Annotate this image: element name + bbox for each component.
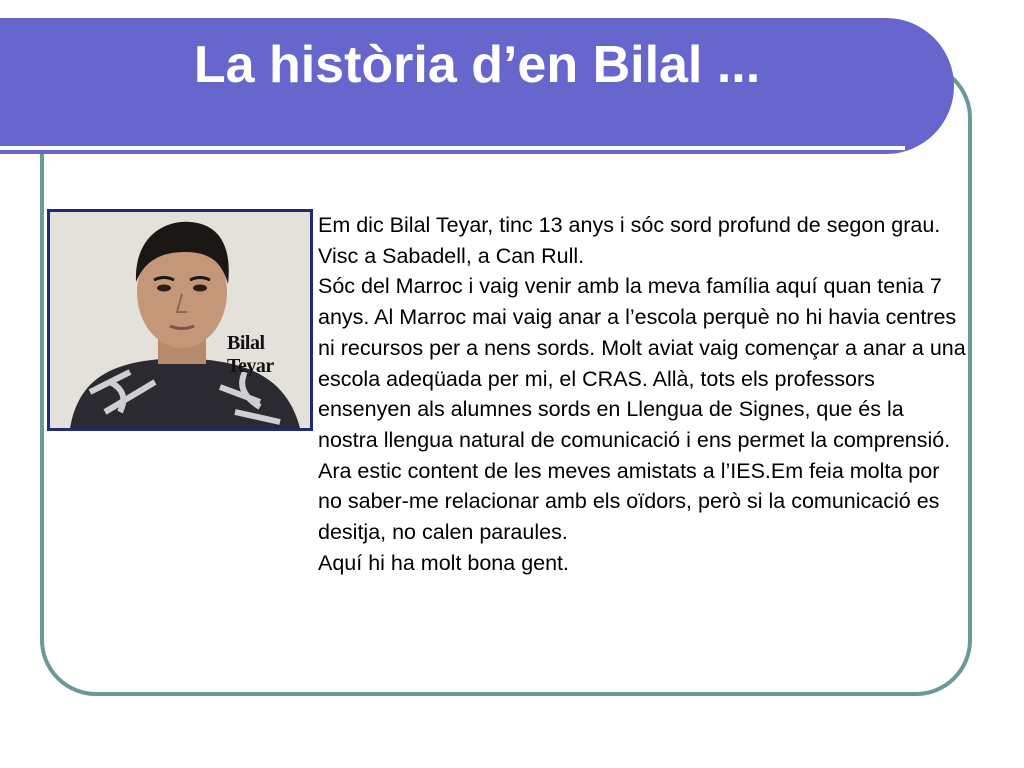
bio-paragraph: Em dic Bilal Teyar, tinc 13 anys i sóc sord profund de segon grau. Visc a Sabadell, a Can Rull. <box>318 213 941 268</box>
bio-paragraph: Ara estic content de les meves amistats a l’IES.Em feia molta por no saber-me relacionar amb els oïdors, però si la comunicació es desitja, no calen paraules. <box>318 458 940 545</box>
portrait-photo <box>47 209 313 431</box>
title-banner <box>0 18 954 154</box>
title-underline <box>0 146 905 150</box>
bio-paragraph: Sóc del Marroc i vaig venir amb la meva família aquí quan tenia 7 anys. Al Marroc mai vaig anar a l’escola perquè no hi havia centres ni recursos per a nens sords. Molt aviat vaig començar a anar a una escola adeqüada per mi, el CRAS. Allà, tots els professors ensenyen als alumnes sords en Llengua de Signes, que és la nostra llengua natural de comunicació i ens permet la comprensió. <box>318 274 966 452</box>
biography-text <box>318 210 968 578</box>
bio-paragraph: Aquí hi ha molt bona gent. <box>318 550 570 575</box>
photo-caption: Bilal Teyar <box>227 332 274 377</box>
portrait-illustration <box>50 212 310 428</box>
slide-title: La història d’en Bilal ... <box>193 36 761 94</box>
